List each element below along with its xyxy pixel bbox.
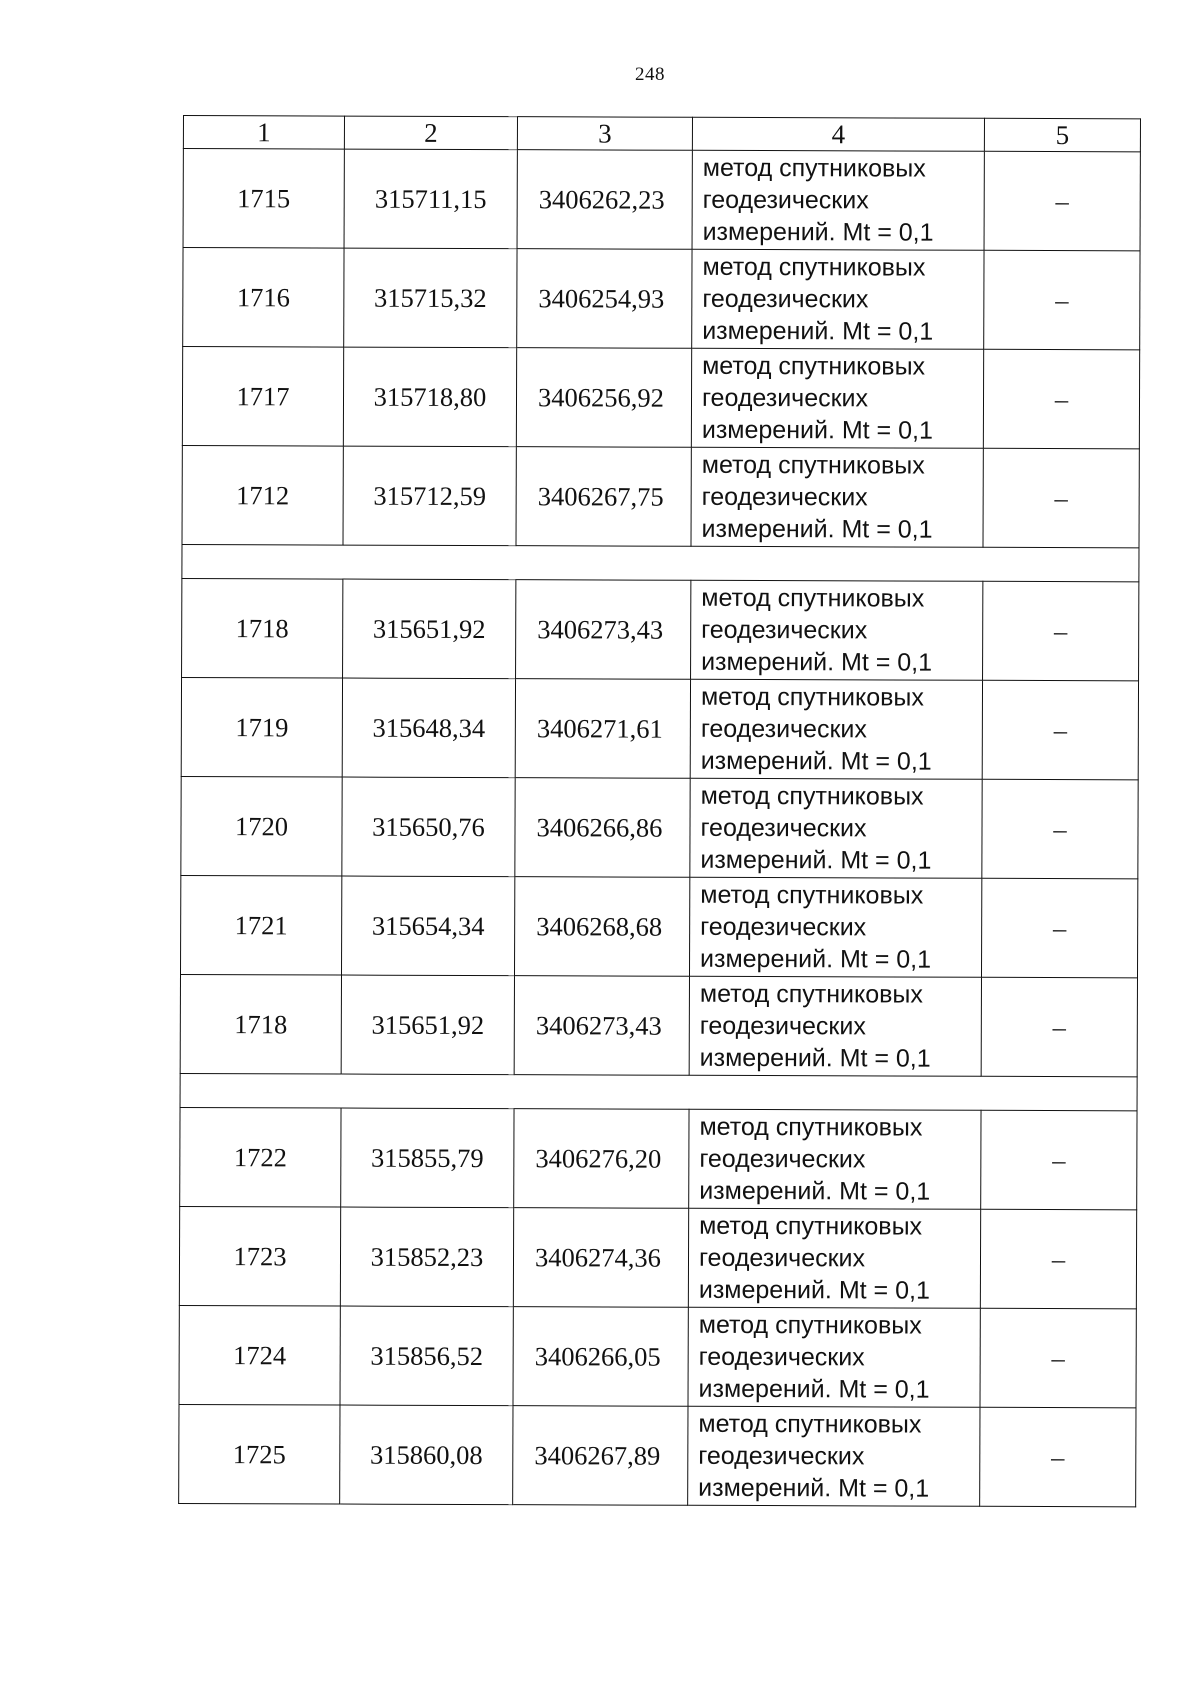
point-number-cell: 1716 bbox=[183, 248, 344, 348]
method-cell bbox=[688, 1307, 980, 1407]
x-coordinate-cell: 315712,59 bbox=[343, 446, 516, 546]
method-cell bbox=[689, 976, 981, 1076]
table-row bbox=[179, 1404, 1136, 1506]
x-coordinate-cell: 315715,32 bbox=[344, 248, 517, 348]
point-number-cell: 1718 bbox=[182, 578, 343, 678]
x-coordinate-cell: 315855,79 bbox=[341, 1108, 514, 1208]
table-row bbox=[183, 248, 1140, 350]
method-line: измерений. Mt = 0,1 bbox=[702, 217, 934, 247]
point-number-cell: 1712 bbox=[182, 445, 343, 545]
y-coordinate-cell: 3406254,93 bbox=[517, 249, 692, 349]
point-number-cell: 1725 bbox=[179, 1404, 340, 1504]
method-cell bbox=[691, 348, 983, 448]
table-row bbox=[179, 1305, 1136, 1407]
column-header-4: 4 bbox=[692, 117, 984, 151]
method-line: геодезических bbox=[700, 813, 867, 843]
column-header-2: 2 bbox=[344, 116, 517, 150]
note-cell: – bbox=[983, 448, 1139, 548]
x-coordinate-cell: 315650,76 bbox=[342, 777, 515, 877]
point-number-cell: 1719 bbox=[181, 677, 342, 777]
note-cell: – bbox=[982, 779, 1138, 879]
y-coordinate-cell: 3406267,75 bbox=[516, 447, 691, 547]
method-line: метод спутниковых bbox=[701, 450, 925, 480]
table-row bbox=[182, 578, 1139, 680]
method-line: геодезических bbox=[701, 615, 868, 645]
method-line: измерений. Mt = 0,1 bbox=[702, 316, 934, 346]
header-row bbox=[183, 116, 1140, 152]
coordinates-table bbox=[178, 115, 1141, 1507]
column-header-3: 3 bbox=[517, 117, 692, 151]
method-line: геодезических bbox=[699, 1011, 866, 1041]
method-line: измерений. Mt = 0,1 bbox=[698, 1374, 930, 1404]
table-row bbox=[181, 776, 1138, 878]
method-line: геодезических bbox=[698, 1441, 865, 1471]
column-header-1: 1 bbox=[183, 116, 344, 150]
x-coordinate-cell: 315852,23 bbox=[340, 1207, 513, 1307]
method-line: метод спутниковых bbox=[700, 781, 924, 811]
note-cell: – bbox=[982, 680, 1138, 780]
method-line: метод спутниковых bbox=[699, 979, 923, 1009]
y-coordinate-cell: 3406273,43 bbox=[514, 976, 689, 1076]
method-cell bbox=[691, 447, 983, 547]
y-coordinate-cell: 3406267,89 bbox=[513, 1406, 688, 1506]
method-line: геодезических bbox=[698, 1243, 866, 1273]
method-cell bbox=[688, 1406, 980, 1506]
method-line: измерений. Mt = 0,1 bbox=[701, 415, 933, 445]
method-line: геодезических bbox=[701, 482, 868, 512]
table-row bbox=[179, 1206, 1136, 1308]
method-line: метод спутниковых bbox=[702, 351, 926, 381]
method-line: измерений. Mt = 0,1 bbox=[698, 1473, 930, 1503]
y-coordinate-cell: 3406274,36 bbox=[513, 1208, 688, 1308]
table-row bbox=[182, 445, 1139, 547]
point-number-cell: 1718 bbox=[180, 974, 341, 1074]
method-line: метод спутниковых bbox=[702, 252, 926, 282]
method-line: измерений. Mt = 0,1 bbox=[699, 1043, 931, 1073]
method-line: геодезических bbox=[700, 912, 867, 942]
method-cell bbox=[690, 679, 982, 779]
method-line: измерений. Mt = 0,1 bbox=[700, 845, 932, 875]
table-row bbox=[182, 347, 1139, 449]
column-header-5: 5 bbox=[984, 118, 1140, 152]
point-number-cell: 1720 bbox=[181, 776, 342, 876]
method-line: метод спутниковых bbox=[698, 1409, 922, 1439]
y-coordinate-cell: 3406266,86 bbox=[515, 778, 690, 878]
table-row bbox=[183, 149, 1140, 251]
table-row bbox=[180, 974, 1137, 1076]
y-coordinate-cell: 3406262,23 bbox=[517, 150, 692, 250]
x-coordinate-cell: 315856,52 bbox=[340, 1306, 513, 1406]
note-cell: – bbox=[981, 1110, 1137, 1210]
x-coordinate-cell: 315711,15 bbox=[344, 149, 517, 249]
group-separator-row bbox=[180, 1073, 1137, 1110]
note-cell: – bbox=[981, 878, 1137, 978]
point-number-cell: 1724 bbox=[179, 1305, 340, 1405]
method-cell bbox=[692, 249, 984, 349]
method-line: геодезических bbox=[700, 714, 867, 744]
method-cell bbox=[692, 150, 984, 250]
point-number-cell: 1721 bbox=[180, 875, 341, 975]
x-coordinate-cell: 315860,08 bbox=[340, 1405, 513, 1505]
method-cell bbox=[689, 1109, 981, 1209]
y-coordinate-cell: 3406273,43 bbox=[516, 580, 691, 680]
method-cell bbox=[690, 778, 982, 878]
table-row bbox=[181, 677, 1138, 779]
table-body bbox=[179, 149, 1141, 1507]
y-coordinate-cell: 3406256,92 bbox=[516, 348, 691, 448]
x-coordinate-cell: 315651,92 bbox=[341, 975, 514, 1075]
note-cell: – bbox=[983, 349, 1139, 449]
note-cell: – bbox=[983, 581, 1139, 681]
method-line: метод спутниковых bbox=[700, 880, 924, 910]
y-coordinate-cell: 3406266,05 bbox=[513, 1307, 688, 1407]
y-coordinate-cell: 3406271,61 bbox=[515, 679, 690, 779]
note-cell: – bbox=[980, 1209, 1136, 1309]
method-line: метод спутниковых bbox=[699, 1112, 923, 1142]
method-line: метод спутниковых bbox=[698, 1310, 922, 1340]
x-coordinate-cell: 315651,92 bbox=[343, 579, 516, 679]
note-cell: – bbox=[980, 1308, 1136, 1408]
method-cell bbox=[689, 877, 981, 977]
note-cell: – bbox=[984, 250, 1140, 350]
method-line: измерений. Mt = 0,1 bbox=[699, 1176, 931, 1206]
method-line: измерений. Mt = 0,1 bbox=[701, 647, 933, 677]
page-number: 248 bbox=[635, 64, 665, 85]
method-line: метод спутниковых bbox=[700, 682, 924, 712]
note-cell: – bbox=[980, 1407, 1136, 1507]
x-coordinate-cell: 315654,34 bbox=[341, 876, 514, 976]
note-cell: – bbox=[981, 977, 1137, 1077]
x-coordinate-cell: 315648,34 bbox=[342, 678, 515, 778]
point-number-cell: 1722 bbox=[180, 1107, 341, 1207]
y-coordinate-cell: 3406268,68 bbox=[514, 877, 689, 977]
method-line: измерений. Mt = 0,1 bbox=[698, 1275, 930, 1305]
x-coordinate-cell: 315718,80 bbox=[343, 347, 516, 447]
method-line: метод спутниковых bbox=[699, 1211, 923, 1241]
table-row bbox=[180, 1107, 1137, 1209]
method-line: геодезических bbox=[702, 284, 869, 314]
method-line: геодезических bbox=[701, 383, 869, 413]
method-line: измерений. Mt = 0,1 bbox=[700, 944, 932, 974]
point-number-cell: 1723 bbox=[179, 1206, 340, 1306]
method-line: метод спутниковых bbox=[702, 153, 926, 183]
y-coordinate-cell: 3406276,20 bbox=[514, 1109, 689, 1209]
point-number-cell: 1717 bbox=[182, 347, 343, 447]
method-cell bbox=[691, 580, 983, 680]
method-line: измерений. Mt = 0,1 bbox=[701, 514, 933, 544]
group-separator-cell bbox=[182, 544, 1139, 581]
note-cell: – bbox=[984, 151, 1140, 251]
method-cell bbox=[688, 1208, 980, 1308]
table-row bbox=[180, 875, 1137, 977]
group-separator-row bbox=[182, 544, 1139, 581]
method-line: измерений. Mt = 0,1 bbox=[700, 746, 932, 776]
method-line: метод спутниковых bbox=[701, 583, 925, 613]
point-number-cell: 1715 bbox=[183, 149, 344, 249]
method-line: геодезических bbox=[702, 185, 869, 215]
method-line: геодезических bbox=[698, 1342, 865, 1372]
method-line: геодезических bbox=[699, 1144, 866, 1174]
group-separator-cell bbox=[180, 1073, 1137, 1110]
